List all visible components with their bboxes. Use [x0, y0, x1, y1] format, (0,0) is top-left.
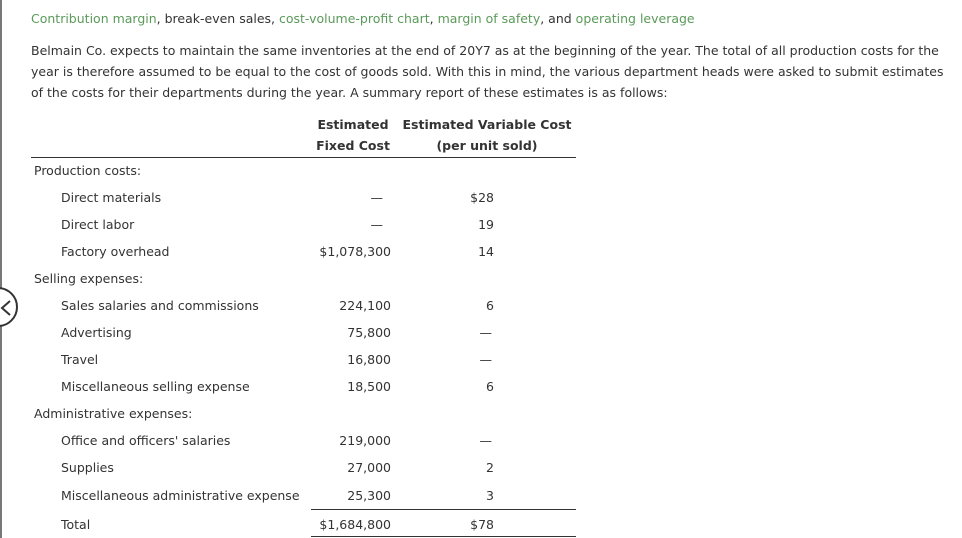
column-header-fixed-line-1: Estimated — [317, 117, 389, 132]
cost-estimates-table — [31, 0, 576, 538]
row-label: Production costs: — [34, 163, 142, 178]
row-label: Direct labor — [61, 217, 135, 232]
row-label: Selling expenses: — [34, 271, 144, 286]
section-header-row — [31, 404, 576, 424]
table-row — [31, 431, 576, 451]
header-underline — [31, 157, 576, 158]
topic-link[interactable]: cost-volume-profit chart — [279, 11, 430, 26]
fixed-cost-cell: 224,100 — [339, 298, 391, 313]
chevron-left-icon — [0, 299, 13, 317]
variable-cost-cell: $28 — [470, 190, 494, 205]
table-row — [31, 215, 576, 235]
row-label: Direct materials — [61, 190, 162, 205]
fixed-cost-cell: $1,078,300 — [319, 244, 391, 259]
fixed-cost-cell: 219,000 — [339, 433, 391, 448]
table-row — [31, 458, 576, 478]
heading-text: , break-even sales, — [156, 11, 279, 26]
row-label: Advertising — [61, 325, 132, 340]
row-label: Travel — [61, 352, 99, 367]
row-label: Miscellaneous administrative expense — [61, 488, 300, 503]
variable-cost-cell: 2 — [486, 460, 494, 475]
fixed-cost-cell: 16,800 — [347, 352, 391, 367]
variable-cost-cell: — — [479, 433, 492, 448]
variable-cost-cell: 3 — [486, 488, 494, 503]
column-header-fixed-cost — [313, 114, 393, 156]
fixed-cost-cell: 27,000 — [347, 460, 391, 475]
variable-cost-cell: $78 — [470, 517, 494, 532]
heading-text: , and — [540, 11, 576, 26]
table-row — [31, 350, 576, 370]
row-label: Office and officers' salaries — [61, 433, 231, 448]
left-edge-bar — [0, 0, 2, 538]
variable-cost-cell: 19 — [478, 217, 494, 232]
intro-paragraph: Belmain Co. expects to maintain the same inventories at the end of 20Y7 as at the beginning of the year. The total of all production costs for the year is therefore assumed to be equal to the cost of goods sold. With this in mind, the various department heads were asked to submit estimates of the costs for their departments during the year. A summary report of these estimates is as follows: — [31, 43, 944, 100]
variable-cost-cell: 14 — [478, 244, 494, 259]
table-row — [31, 515, 576, 535]
topic-link[interactable]: margin of safety — [437, 11, 541, 26]
fixed-cost-cell: — — [370, 190, 383, 205]
variable-cost-cell: — — [479, 352, 492, 367]
total-bottom-rule — [311, 536, 576, 537]
row-label: Miscellaneous selling expense — [61, 379, 250, 394]
back-button[interactable] — [0, 287, 18, 327]
topic-link[interactable]: Contribution margin — [31, 11, 157, 26]
fixed-cost-cell: 25,300 — [347, 488, 391, 503]
row-label: Sales salaries and commissions — [61, 298, 259, 313]
variable-cost-cell: 6 — [486, 298, 494, 313]
table-row — [31, 188, 576, 208]
variable-cost-cell: — — [479, 325, 492, 340]
fixed-cost-cell: 18,500 — [347, 379, 391, 394]
column-header-variable-cost — [399, 114, 575, 156]
fixed-cost-cell: — — [370, 217, 383, 232]
section-header-row — [31, 269, 576, 289]
table-row — [31, 323, 576, 343]
heading-text: , — [429, 11, 438, 26]
table-row — [31, 486, 576, 506]
fixed-cost-cell: 75,800 — [347, 325, 391, 340]
variable-cost-cell: 6 — [486, 379, 494, 394]
row-label: Factory overhead — [61, 244, 170, 259]
row-label: Supplies — [61, 460, 114, 475]
section-header-row — [31, 161, 576, 181]
total-top-rule — [311, 509, 576, 510]
table-row — [31, 377, 576, 397]
row-label: Administrative expenses: — [34, 406, 193, 421]
topic-link[interactable]: operating leverage — [575, 11, 695, 26]
row-label: Total — [61, 517, 91, 532]
column-header-variable-line-1: Estimated Variable Cost — [402, 117, 572, 132]
column-header-variable-line-2: (per unit sold) — [436, 138, 538, 153]
fixed-cost-cell: $1,684,800 — [319, 517, 391, 532]
table-row — [31, 296, 576, 316]
column-header-fixed-line-2: Fixed Cost — [316, 138, 390, 153]
table-row — [31, 242, 576, 262]
